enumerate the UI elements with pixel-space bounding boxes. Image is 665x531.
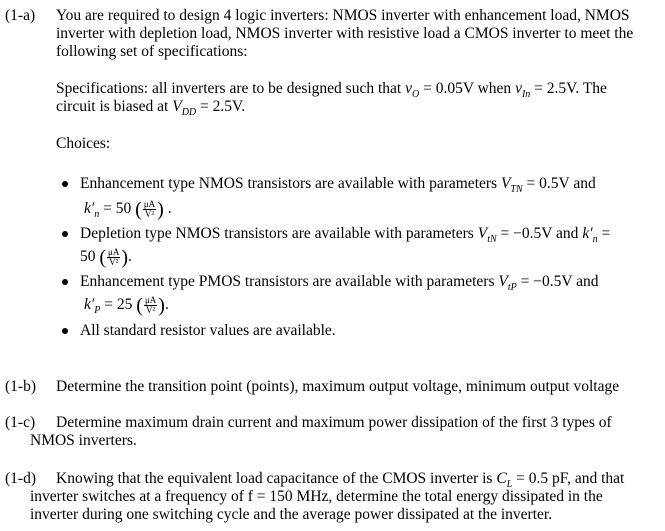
bullet-1-and: and [573,175,596,192]
q1a-label: (1-a) [5,7,36,24]
q1d-label: (1-d) [5,470,36,487]
bullet-2-line-1 [80,225,610,249]
q1d-line-3: inverter during one switching cycle and the average power dissipated at the inverter. [30,506,553,523]
bullet-1-k-symbol: k′ [84,200,95,218]
bullet-1-vt-symbol: V [500,175,511,192]
bullet-2-k-subscript: n [592,234,598,246]
bullet-1-k-subscript: n [94,209,100,221]
bullet-1-unit-den: V² [144,209,155,219]
bullet-2-line-2: 50 ( $\frac{\mu A}{\text{V²}}$ ). [80,246,132,269]
bullet-1-text: Enhancement type NMOS transistors are available with parameters [80,175,498,192]
bullet-1-vt-subscript: TN [510,184,523,196]
bullet-2-k-value: 50 [80,248,96,266]
bullet-3-unit-den: V² [146,305,156,315]
bullet-3-unit [144,296,157,315]
bullet-2-vt-value: = −0.5V [500,225,553,242]
spec-vin-subscript: In [521,89,531,101]
spec-vo-symbol: v [405,80,412,97]
spec-line2-text: circuit is biased at [56,98,169,115]
bullet-2-vt-symbol: V [477,225,488,242]
q1b-text: Determine the transition point (points), maximum output voltage, minimum output voltage [56,378,620,395]
spec-prefix: Specifications: all inverters are to be designed such that [56,80,402,97]
bullet-2-eq: = [601,225,611,242]
q1d-cl-symbol: C [496,470,507,487]
q1c-label: (1-c) [5,414,36,431]
q1a-intro-line-3: following set of specifications: [56,43,248,60]
q1d-line-1-end: and that [574,470,625,487]
q1d-cl-value: = 0.5 pF, [516,470,571,487]
q1d-cl-subscript: L [506,479,513,491]
bullet-1-line-1 [80,175,596,199]
bullet-4-text: All standard resistor values are available. [80,322,336,339]
bullet-3-and: and [576,273,599,290]
q1c-line-1: Determine maximum drain current and maximum power dissipation of the first 3 types of [56,414,612,431]
spec-vin-symbol: v [515,80,522,97]
bullet-3-unit-num: μA [144,295,157,305]
bullet-3-k-symbol: k′ [84,296,95,314]
bullet-2-k-symbol: k′ [582,225,593,242]
q1c-line-2: NMOS inverters. [30,432,137,449]
bullet-2-vt-subscript: tN [487,234,497,246]
spec-when: when [477,80,512,97]
bullet-2-unit-num: μA [108,247,120,257]
bullet-dot-3 [62,279,68,285]
q1d-line-2: inverter switches at a frequency of f = 150 MHz, determine the total energy dissipated in the [30,488,603,505]
bullet-2-and: and [556,225,579,242]
q1b-label: (1-b) [5,378,36,395]
spec-vdd-value: = 2.5V. [200,98,246,115]
bullet-1-unit-num: μA [143,199,156,209]
bullet-2-text: Depletion type NMOS transistors are available with parameters [80,225,474,242]
bullet-dot-2 [62,231,68,237]
spec-line-2 [56,98,245,122]
bullet-3-vt-subscript: tP [507,282,517,294]
choices-title: Choices: [56,135,111,152]
bullet-2-unit [107,248,120,267]
bullet-3-text: Enhancement type PMOS transistors are available with parameters [80,273,495,290]
bullet-dot-1 [62,181,68,187]
bullet-3-line-2: $k'_P = 25$ ( $\frac{\mu A}{\text{V²}}$ ). [84,294,169,317]
q1d-line-1-text: Knowing that the equivalent load capacitance of the CMOS inverter is [56,470,493,487]
bullet-3-k-value: = 25 [104,296,133,314]
spec-vo-subscript: O [411,89,420,101]
spec-vin-value: = 2.5V. [534,80,580,97]
bullet-3-k-subscript: P [94,305,101,317]
spec-vdd-subscript: DD [181,107,197,119]
bullet-2-unit-den: V² [109,257,119,267]
bullet-1-k-value: = 50 [103,200,132,218]
q1a-intro-line-1: You are required to design 4 logic inverters: NMOS inverter with enhancement load, NMOS [56,7,630,24]
bullet-1-vt-value: = 0.5V [526,175,570,192]
spec-vo-value: = 0.05V [423,80,474,97]
bullet-dot-4 [62,328,68,334]
q1a-intro-line-2: inverter with depletion load, NMOS inverter with resistive load a CMOS inverter to meet the [56,25,634,42]
bullet-1-unit [143,200,156,219]
bullet-3-line-1 [80,273,599,297]
bullet-3-vt-symbol: V [498,273,508,290]
spec-the: The [582,80,607,97]
spec-vdd-symbol: V [172,98,182,115]
bullet-1-line-2: $k'_n = 50$ ( $\frac{\mu A}{\text{V²}}$ ) . [84,198,172,221]
bullet-3-vt-value: = −0.5V [520,273,573,290]
